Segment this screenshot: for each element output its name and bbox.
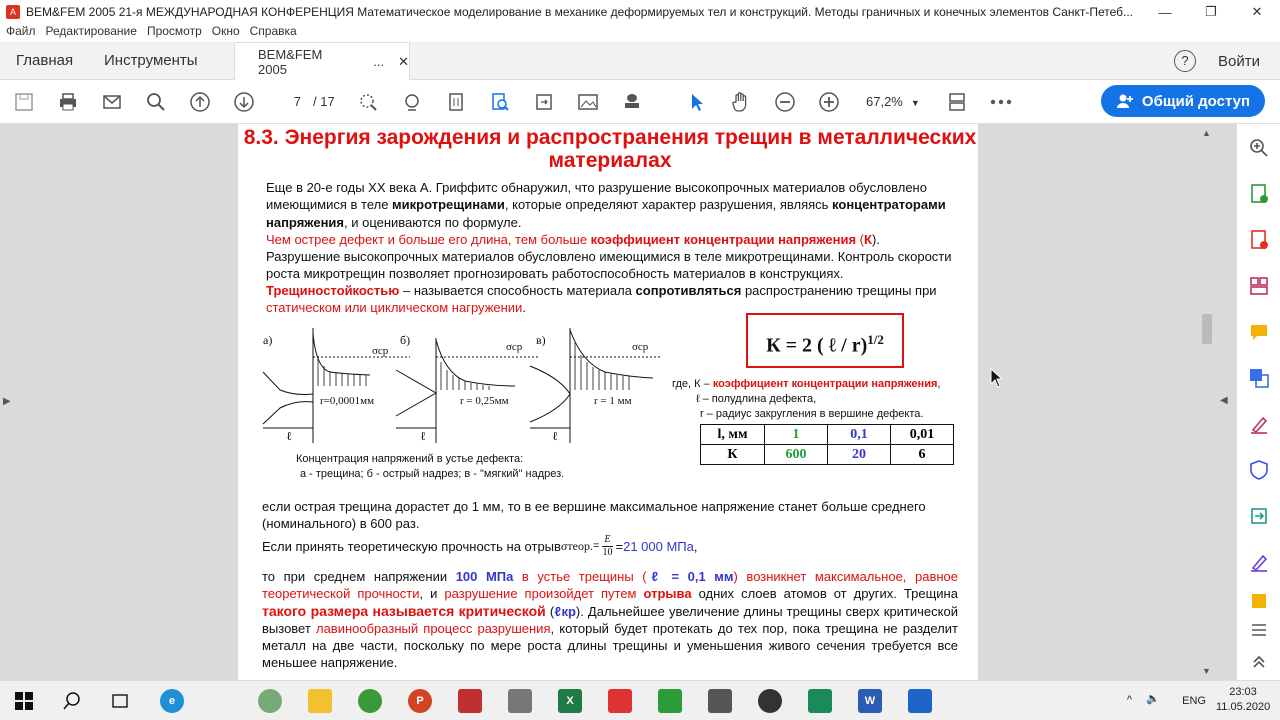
stress-concentration-diagram (260, 328, 660, 458)
email-icon[interactable] (101, 91, 123, 113)
document-tab[interactable] (234, 42, 410, 80)
diagram-radius-a: r=0,0001мм (320, 395, 375, 407)
window-title: BEM&FEM 2005 21-я МЕЖДУНАРОДНАЯ КОНФЕРЕНЦИЯ Математическое моделирование в механике деформируемых тел и конструкций. Методы граничных и конечных элементов Санкт-Петеб... (26, 5, 1133, 19)
paragraph-7: то при среднем напряжении 100 МПа в устье трещины (ℓ = 0,1 мм) возникнет максимальное, равное теоретической прочности, и разрушение произойдет путем отрыва одних слоев атомов от других. Трещина такого размера называется критической (ℓкр). Дальнейшее увеличение длины трещины сверх критической вызовет лавинообразный процесс разрушения, который будет протекать до тех пор, пока трещина не разделит металл на две части, поскольку по мере роста длины трещины и уменьшения живого сечения требуется все меньшее напряжение. (262, 569, 958, 671)
paragraph-2: Чем острее дефект и больше его длина, тем больше коэффициент концентрации напряжения (К). (266, 232, 880, 247)
diagram-sigma-c: σср (632, 341, 649, 353)
paragraph-6: Если принять теоретическую прочность на отрыв σтеор. = $\frac{E}{10}$ = 21 000 МПа , (262, 534, 698, 558)
find-in-page-icon[interactable] (489, 91, 511, 113)
diagram-label-b: б) (400, 333, 411, 347)
diagram-label-c: в) (536, 333, 546, 347)
system-tray (1126, 685, 1271, 715)
zoom-select[interactable] (866, 92, 920, 113)
right-tools-panel (1236, 124, 1280, 680)
search-icon[interactable] (145, 91, 167, 113)
menu-help[interactable]: Справка (249, 24, 297, 38)
app-icon[interactable] (758, 689, 782, 713)
protect-icon[interactable] (1247, 458, 1271, 482)
save-icon[interactable] (13, 91, 35, 113)
clock-time: 23:03 (1229, 686, 1257, 698)
powerpoint-icon[interactable]: P (408, 689, 432, 713)
search-taskbar-icon[interactable] (60, 689, 84, 713)
image-edit-icon[interactable] (577, 91, 599, 113)
paragraph-1: Еще в 20-е годы XX века А. Гриффитс обнаружил, что разрушение высокопрочных материалов обусловлено имеющимися в теле микротрещинами, которые определяют характер разрушения, являясь концентраторами напряжения, и оцениваются по формуле. (266, 180, 946, 230)
comment-icon[interactable] (1247, 320, 1271, 344)
mouse-cursor-icon (990, 368, 1004, 388)
send-for-review-icon[interactable] (1247, 504, 1271, 528)
sign-icon[interactable] (1247, 550, 1271, 574)
menu-file[interactable]: Файл (6, 24, 36, 38)
scrollbar-thumb[interactable] (1202, 314, 1212, 344)
acrobat-app-icon: A (6, 5, 20, 19)
sign-in-button[interactable]: Войти (1218, 52, 1260, 70)
menu-edit[interactable]: Редактирование (45, 24, 137, 38)
page-total: / 17 (313, 94, 335, 109)
more-tools-icon[interactable] (990, 91, 1012, 113)
page-up-icon[interactable] (189, 91, 211, 113)
fill-sign-icon[interactable] (1247, 412, 1271, 436)
tab-tools[interactable]: Инструменты (104, 52, 198, 69)
zoom-in-icon[interactable] (818, 91, 840, 113)
volume-icon[interactable]: 🔈 (1146, 693, 1160, 705)
more-tools-partial-icon[interactable] (1247, 594, 1271, 608)
expand-left-panel-icon[interactable]: ▶ (3, 396, 11, 407)
clock-date: 11.05.2020 (1216, 701, 1271, 713)
diagram-label-a: а) (263, 333, 273, 347)
diagram-radius-c: r = 1 мм (594, 395, 632, 407)
formula-legend: где, К – коэффициент концентрации напряжения, ℓ – полудлина дефекта, r – радиус закругления в вершине дефекта. (672, 378, 941, 420)
marquee-zoom-icon[interactable] (357, 91, 379, 113)
diagram-length-c: ℓ (552, 429, 558, 443)
menu-window[interactable]: Окно (211, 24, 240, 38)
app-icon[interactable] (258, 689, 282, 713)
zoom-out-icon[interactable] (774, 91, 796, 113)
collapse-right-panel-icon[interactable]: ◀ (1220, 395, 1228, 406)
task-view-icon[interactable] (108, 689, 132, 713)
minimize-button[interactable]: — (1158, 4, 1172, 20)
collapse-tools-icon[interactable] (1247, 648, 1271, 672)
chevron-up-icon[interactable]: ^ (1126, 694, 1132, 706)
table-row: l, мм 1 0,1 0,01 (701, 425, 954, 445)
calculator-icon[interactable] (708, 689, 732, 713)
document-tab-more[interactable]: ... (373, 54, 385, 69)
customize-tools-icon[interactable] (1247, 618, 1271, 642)
word-icon[interactable]: W (858, 689, 882, 713)
taskbar (0, 680, 1280, 720)
app-icon[interactable] (808, 689, 832, 713)
page-layout-icon[interactable] (946, 91, 968, 113)
acrobat-taskbar-icon[interactable] (908, 689, 932, 713)
language-indicator[interactable]: ENG (1182, 695, 1206, 707)
document-tab-label: BEM&FEM 2005 (258, 46, 323, 77)
chevron-down-icon: ▼ (910, 98, 920, 108)
app-icon[interactable] (658, 689, 682, 713)
share-button[interactable] (1101, 85, 1265, 117)
diagram-caption: Концентрация напряжений в устье дефекта: а - трещина; б - острый надрез; в - "мягкий" надрез. (296, 453, 565, 480)
diagram-sigma-a: σср (372, 345, 389, 357)
scroll-down-icon[interactable]: ▼ (1202, 666, 1211, 676)
diagram-sigma-b: σср (506, 341, 523, 353)
fit-page-icon[interactable] (445, 91, 467, 113)
translate-icon[interactable] (1247, 366, 1271, 390)
select-tool-icon[interactable] (686, 91, 708, 113)
table-row: К 600 20 6 (701, 445, 954, 465)
title-bar (0, 0, 1280, 24)
paragraph-4: Трещиностойкостью – называется способность материала сопротивляться распространению трещины при статическом или циклическом нагружении. (266, 283, 937, 316)
diagram-length-b: ℓ (420, 429, 426, 443)
document-tab-close[interactable]: ✕ (398, 53, 409, 69)
menu-bar (0, 24, 1280, 42)
maximize-button[interactable]: ❐ (1205, 4, 1217, 19)
paragraph-5: если острая трещина дорастет до 1 мм, то в ее вершине максимальное напряжение станет больше среднего (номинального) в 600 раз. (262, 499, 926, 532)
excel-icon[interactable]: X (558, 689, 582, 713)
windows-start-icon[interactable] (12, 689, 36, 713)
stamp-icon[interactable] (621, 91, 643, 113)
vertical-scrollbar[interactable] (1198, 124, 1218, 680)
zoom-fit-icon[interactable] (401, 91, 423, 113)
organize-pages-icon[interactable] (1247, 274, 1271, 298)
chrome-icon[interactable] (358, 689, 382, 713)
export-pdf-icon[interactable] (1247, 182, 1271, 206)
paragraph-3: Разрушение высокопрочных материалов обусловлено имеющимися в теле микротрещинами. Контроль скорости роста микротрещин позволяет прогнозировать работоспособность материалов в конструкциях. (266, 249, 952, 282)
help-icon[interactable]: ? (1174, 50, 1196, 72)
hand-tool-icon[interactable] (730, 91, 752, 113)
internet-explorer-icon[interactable]: e (160, 689, 184, 713)
zoom-value: 67,2% (866, 94, 903, 109)
menu-view[interactable]: Просмотр (146, 24, 202, 38)
app-icon[interactable] (458, 689, 482, 713)
zoom-icon[interactable] (1247, 136, 1271, 160)
toolbar (0, 80, 1280, 124)
pdf-page (238, 124, 978, 680)
create-pdf-icon[interactable] (1247, 228, 1271, 252)
diagram-radius-b: r = 0,25мм (460, 395, 509, 407)
formula-box: К = 2 ( ℓ / r)$^{1/2}$ (746, 313, 904, 368)
add-user-icon (1116, 92, 1134, 110)
app-icon[interactable] (608, 689, 632, 713)
tab-bar (0, 42, 1280, 80)
print-icon[interactable] (57, 91, 79, 113)
file-explorer-icon[interactable] (308, 689, 332, 713)
k-values-table (700, 424, 954, 465)
page-down-icon[interactable] (233, 91, 255, 113)
convert-icon[interactable] (533, 91, 555, 113)
page-number-input[interactable]: 7 (293, 94, 301, 109)
close-window-button[interactable]: ✕ (1251, 4, 1263, 19)
diagram-length-a: ℓ (286, 429, 292, 443)
tab-home[interactable]: Главная (16, 52, 74, 69)
page-title: 8.3. Энергия зарождения и распространения трещин в металлических материалах (243, 126, 977, 172)
app-icon[interactable] (508, 689, 532, 713)
share-button-label: Общий доступ (1141, 92, 1251, 110)
scroll-up-icon[interactable]: ▲ (1202, 128, 1211, 138)
